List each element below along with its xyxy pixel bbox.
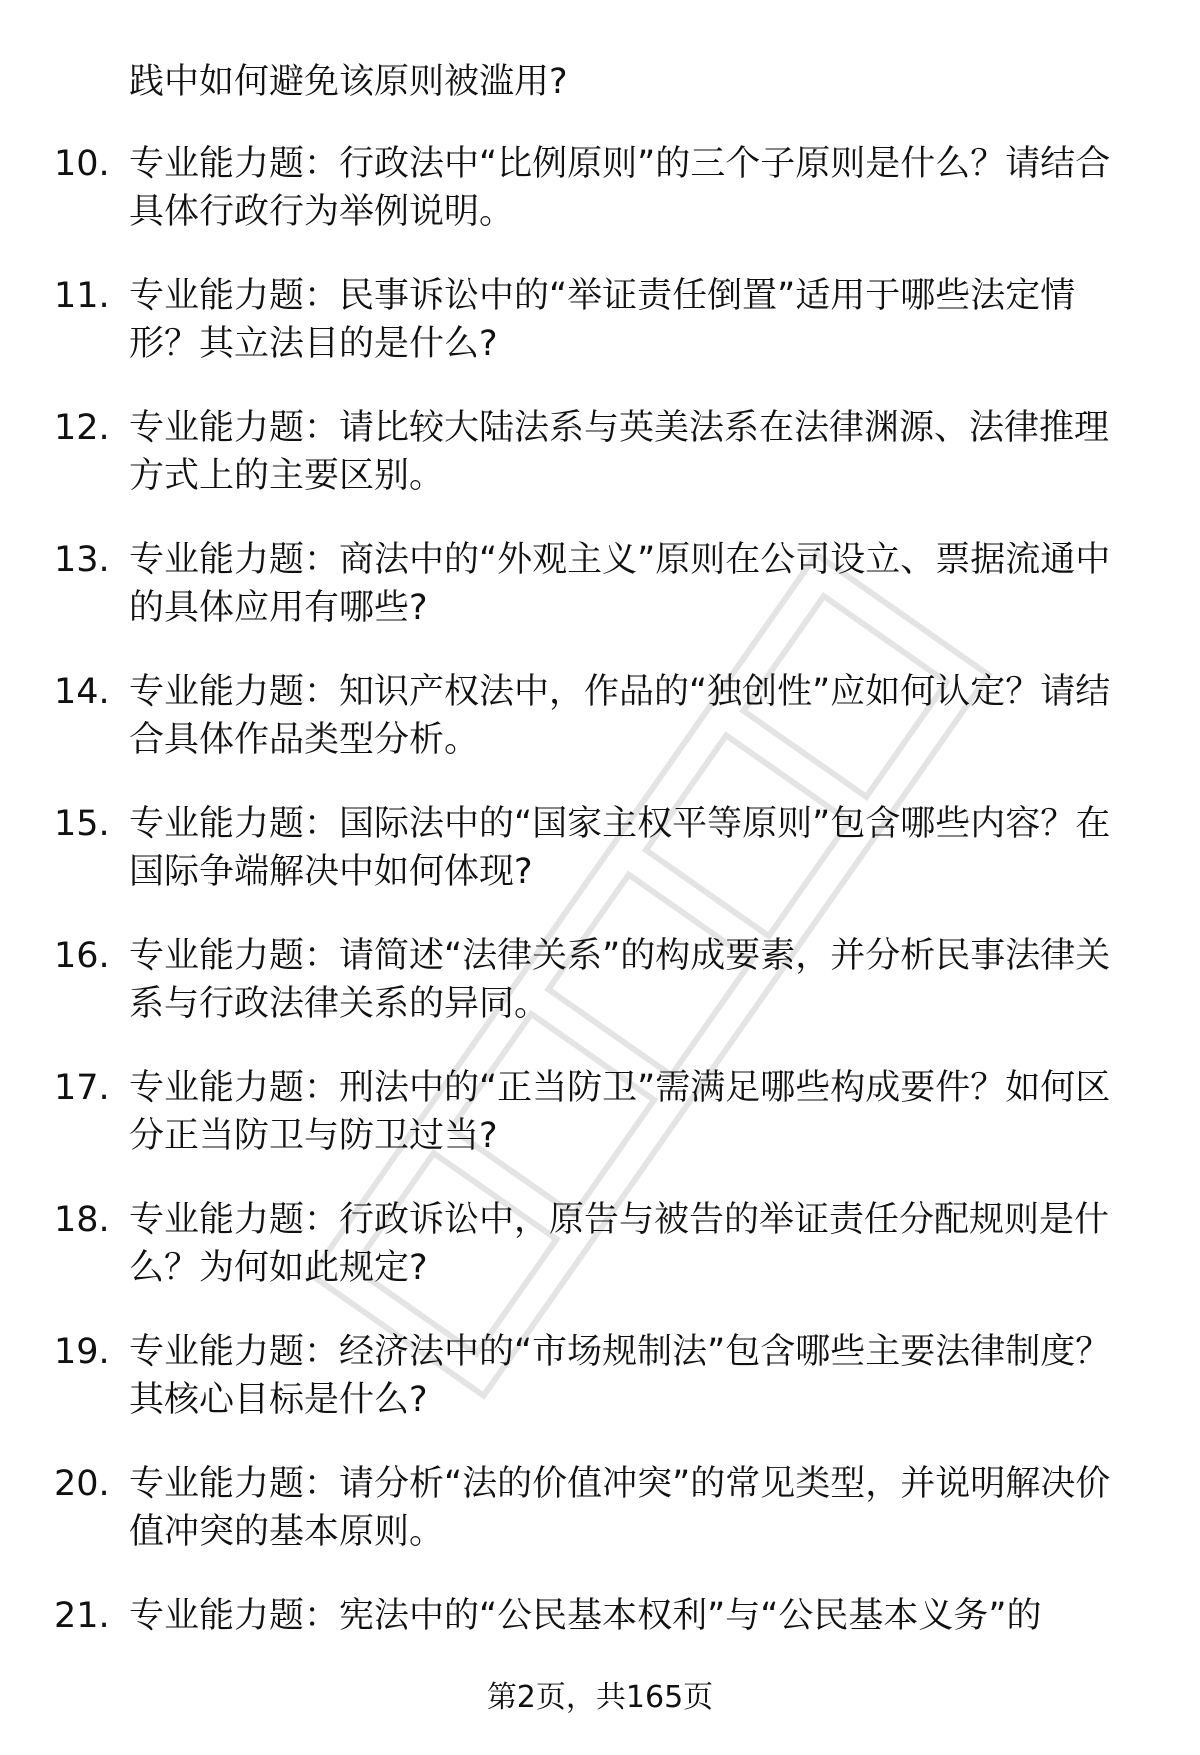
question-number: 15.: [54, 804, 110, 844]
question-text: 专业能力题：商法中的“外观主义”原则在公司设立、票据流通中的具体应用有哪些?: [129, 540, 1111, 628]
list-item: [0, 800, 1200, 932]
list-item: [0, 404, 1200, 536]
continued-question-text: 践中如何避免该原则被滥用?: [129, 62, 568, 102]
question-number: 20.: [54, 1464, 110, 1504]
question-number: 12.: [54, 408, 110, 448]
list-item: [0, 668, 1200, 800]
list-item: [0, 1460, 1200, 1592]
question-text: 专业能力题：刑法中的“正当防卫”需满足哪些构成要件？如何区分正当防卫与防卫过当?: [129, 1068, 1111, 1156]
list-item: [0, 1064, 1200, 1196]
question-text: 专业能力题：请简述“法律关系”的构成要素，并分析民事法律关系与行政法律关系的异同。: [129, 936, 1111, 1024]
question-list: [0, 140, 1200, 1724]
question-text: 专业能力题：请比较大陆法系与英美法系在法律渊源、法律推理方式上的主要区别。: [129, 408, 1110, 496]
question-number: 17.: [54, 1068, 110, 1108]
question-text: 专业能力题：民事诉讼中的“举证责任倒置”适用于哪些法定情形？其立法目的是什么?: [129, 276, 1076, 364]
list-item: [0, 932, 1200, 1064]
question-text: 专业能力题：行政诉讼中，原告与被告的举证责任分配规则是什么？为何如此规定?: [129, 1200, 1110, 1288]
question-number: 14.: [54, 672, 110, 712]
document-content: [0, 18, 1200, 1724]
question-number: 18.: [54, 1200, 110, 1240]
list-item: [0, 1328, 1200, 1460]
question-number: 11.: [54, 276, 110, 316]
page-footer: 第2页，共165页: [486, 1680, 714, 1715]
question-text: 专业能力题：请分析“法的价值冲突”的常见类型，并说明解决价值冲突的基本原则。: [129, 1464, 1111, 1552]
question-text: 专业能力题：知识产权法中，作品的“独创性”应如何认定？请结合具体作品类型分析。: [129, 672, 1111, 760]
list-item: [0, 140, 1200, 272]
list-item: [0, 272, 1200, 404]
list-item: [0, 1196, 1200, 1328]
question-text: 专业能力题：经济法中的“市场规制法”包含哪些主要法律制度？其核心目标是什么?: [129, 1332, 1111, 1420]
question-text: 专业能力题：行政法中“比例原则”的三个子原则是什么？请结合具体行政行为举例说明。: [129, 144, 1111, 232]
question-number: 10.: [54, 144, 110, 184]
question-text: 专业能力题：宪法中的“公民基本权利”与“公民基本义务”的: [129, 1596, 1042, 1636]
list-item: [0, 536, 1200, 668]
question-number: 21.: [54, 1596, 110, 1636]
question-number: 13.: [54, 540, 110, 580]
question-number: 16.: [54, 936, 110, 976]
question-number: 19.: [54, 1332, 110, 1372]
question-text: 专业能力题：国际法中的“国家主权平等原则”包含哪些内容？在国际争端解决中如何体现?: [129, 804, 1111, 892]
